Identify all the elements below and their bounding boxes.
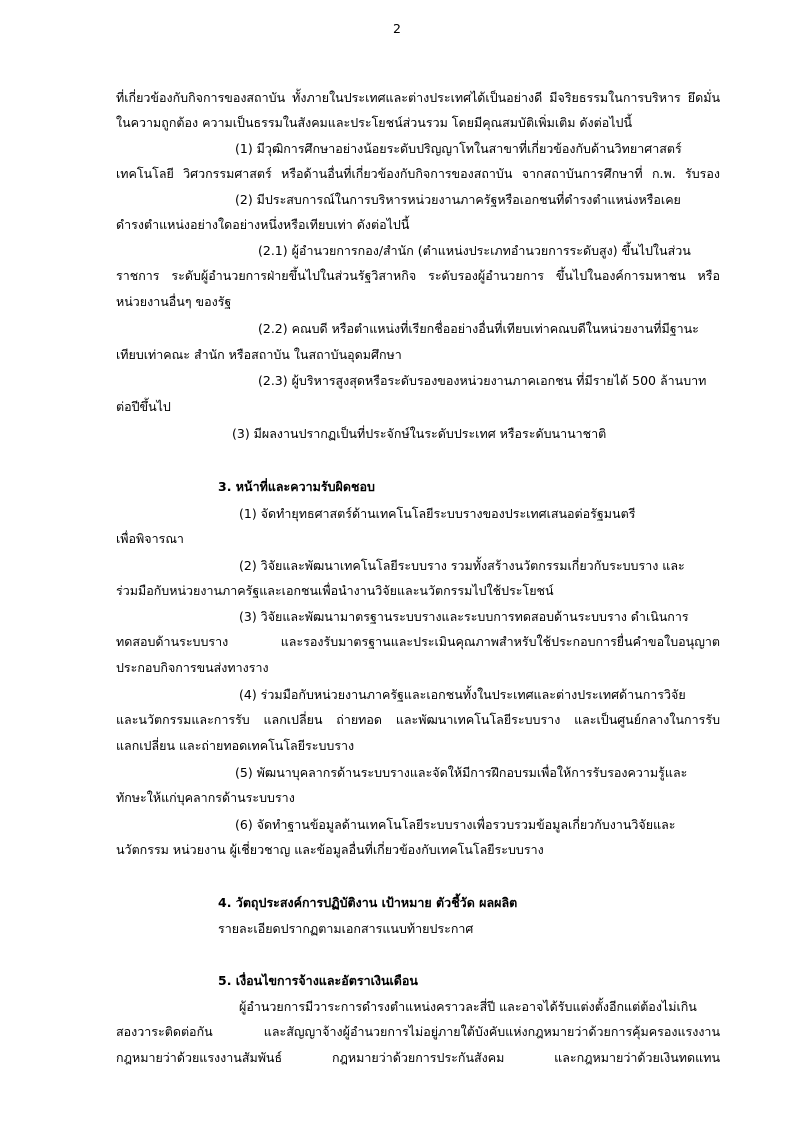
paragraph-line: นวัตกรรม หน่วยงาน ผู้เชี่ยวชาญ และข้อมูลอื่นที่เกี่ยวข้องกับเทคโนโลยีระบบราง — [116, 842, 544, 857]
page-number: 2 — [393, 21, 401, 36]
paragraph-line: ดำรงตำแหน่งอย่างใดอย่างหนึ่งหรือเทียบเท่า ดังต่อไปนี้ — [116, 217, 410, 232]
qualification-item: (1) มีวุฒิการศึกษาอย่างน้อยระดับปริญญาโทในสาขาที่เกี่ยวข้องกับด้านวิทยาศาสตร์ — [235, 141, 682, 156]
paragraph-line: ประกอบกิจการขนส่งทางราง — [116, 660, 269, 675]
section-heading-employment: 5. เงื่อนไขการจ้างและอัตราเงินเดือน — [218, 973, 418, 988]
sub-qualification-item: (2.1) ผู้อำนวยการกอง/สำนัก (ตำแหน่งประเภทอำนวยการระดับสูง) ขึ้นไปในส่วน — [258, 243, 691, 258]
duty-item: (6) จัดทำฐานข้อมูลด้านเทคโนโลยีระบบรางเพื่อรวบรวมข้อมูลเกี่ยวกับงานวิจัยและ — [235, 817, 676, 832]
paragraph-line: ราชการ ระดับผู้อำนวยการฝ่ายขึ้นไปในส่วนรัฐวิสาหกิจ ระดับรองผู้อำนวยการ ขึ้นไปในองค์การมหาชน หรือ — [116, 268, 720, 283]
sub-qualification-item: (2.2) คณบดี หรือตำแหน่งที่เรียกชื่ออย่างอื่นที่เทียบเท่าคณบดีในหน่วยงานที่มีฐานะ — [258, 321, 699, 336]
sub-qualification-item: (2.3) ผู้บริหารสูงสุดหรือระดับรองของหน่วยงานภาคเอกชน ที่มีรายได้ 500 ล้านบาท — [258, 373, 707, 388]
duty-item: (2) วิจัยและพัฒนาเทคโนโลยีระบบราง รวมทั้งสร้างนวัตกรรมเกี่ยวกับระบบราง และ — [239, 558, 685, 573]
duty-item: (4) ร่วมมือกับหน่วยงานภาครัฐและเอกชนทั้งในประเทศและต่างประเทศด้านการวิจัย — [239, 687, 686, 702]
paragraph-line: ในความถูกต้อง ความเป็นธรรมในสังคมและประโยชน์ส่วนรวม โดยมีคุณสมบัติเพิ่มเติม ดังต่อไปนี้ — [116, 115, 633, 130]
duty-item: (1) จัดทำยุทธศาสตร์ด้านเทคโนโลยีระบบรางของประเทศเสนอต่อรัฐมนตรี — [239, 506, 636, 521]
paragraph-line: สองวาระติดต่อกัน และสัญญาจ้างผู้อำนวยการไม่อยู่ภายใต้บังคับแห่งกฎหมายว่าด้วยการคุ้มครองแรงงาน — [116, 1024, 720, 1039]
paragraph-line: ที่เกี่ยวข้องกับกิจการของสถาบัน ทั้งภายในประเทศและต่างประเทศได้เป็นอย่างดี มีจริยธรรมในการบริหาร ยึดมั่น — [116, 90, 720, 105]
paragraph-line: และนวัตกรรมและการรับ แลกเปลี่ยน ถ่ายทอด และพัฒนาเทคโนโลยีระบบราง และเป็นศูนย์กลางในการรับ — [116, 712, 720, 727]
qualification-item: (2) มีประสบการณ์ในการบริหารหน่วยงานภาครัฐหรือเอกชนที่ดำรงตำแหน่งหรือเคย — [235, 192, 681, 207]
paragraph-line: แลกเปลี่ยน และถ่ายทอดเทคโนโลยีระบบราง — [116, 738, 355, 753]
paragraph-line: กฎหมายว่าด้วยแรงงานสัมพันธ์ กฎหมายว่าด้วยการประกันสังคม และกฎหมายว่าด้วยเงินทดแทน — [116, 1050, 720, 1065]
duty-item: (3) วิจัยและพัฒนามาตรฐานระบบรางและระบบการทดสอบด้านระบบราง ดำเนินการ — [239, 609, 689, 624]
paragraph-line: ผู้อำนวยการมีวาระการดำรงตำแหน่งคราวละสี่ปี และอาจได้รับแต่งตั้งอีกแต่ต้องไม่เกิน — [239, 999, 697, 1014]
paragraph-line: รายละเอียดปรากฏตามเอกสารแนบท้ายประกาศ — [218, 921, 474, 936]
section-heading-objectives: 4. วัตถุประสงค์การปฏิบัติงาน เป้าหมาย ตัวชี้วัด ผลผลิต — [218, 895, 518, 910]
paragraph-line: ร่วมมือกับหน่วยงานภาครัฐและเอกชนเพื่อนำงานวิจัยและนวัตกรรมไปใช้ประโยชน์ — [116, 583, 554, 598]
paragraph-line: ต่อปีขึ้นไป — [116, 399, 171, 414]
paragraph-line: เทคโนโลยี วิศวกรรมศาสตร์ หรือด้านอื่นที่เกี่ยวข้องกับกิจการของสถาบัน จากสถาบันการศึกษาที่ ก.พ. รับรอง — [116, 166, 720, 181]
paragraph-line: ทักษะให้แก่บุคลากรด้านระบบราง — [116, 790, 295, 805]
paragraph-line: เทียบเท่าคณะ สำนัก หรือสถาบัน ในสถาบันอุดมศึกษา — [116, 347, 402, 362]
paragraph-line: เพื่อพิจารณา — [116, 531, 184, 546]
qualification-item: (3) มีผลงานปรากฏเป็นที่ประจักษ์ในระดับประเทศ หรือระดับนานาชาติ — [232, 426, 607, 441]
section-heading-duties: 3. หน้าที่และความรับผิดชอบ — [218, 479, 375, 494]
duty-item: (5) พัฒนาบุคลากรด้านระบบรางและจัดให้มีการฝึกอบรมเพื่อให้การรับรองความรู้และ — [235, 765, 688, 780]
paragraph-line: ทดสอบด้านระบบราง และรองรับมาตรฐานและประเมินคุณภาพสำหรับใช้ประกอบการยื่นคำขอใบอนุญาต — [116, 634, 720, 649]
paragraph-line: หน่วยงานอื่นๆ ของรัฐ — [116, 294, 232, 309]
